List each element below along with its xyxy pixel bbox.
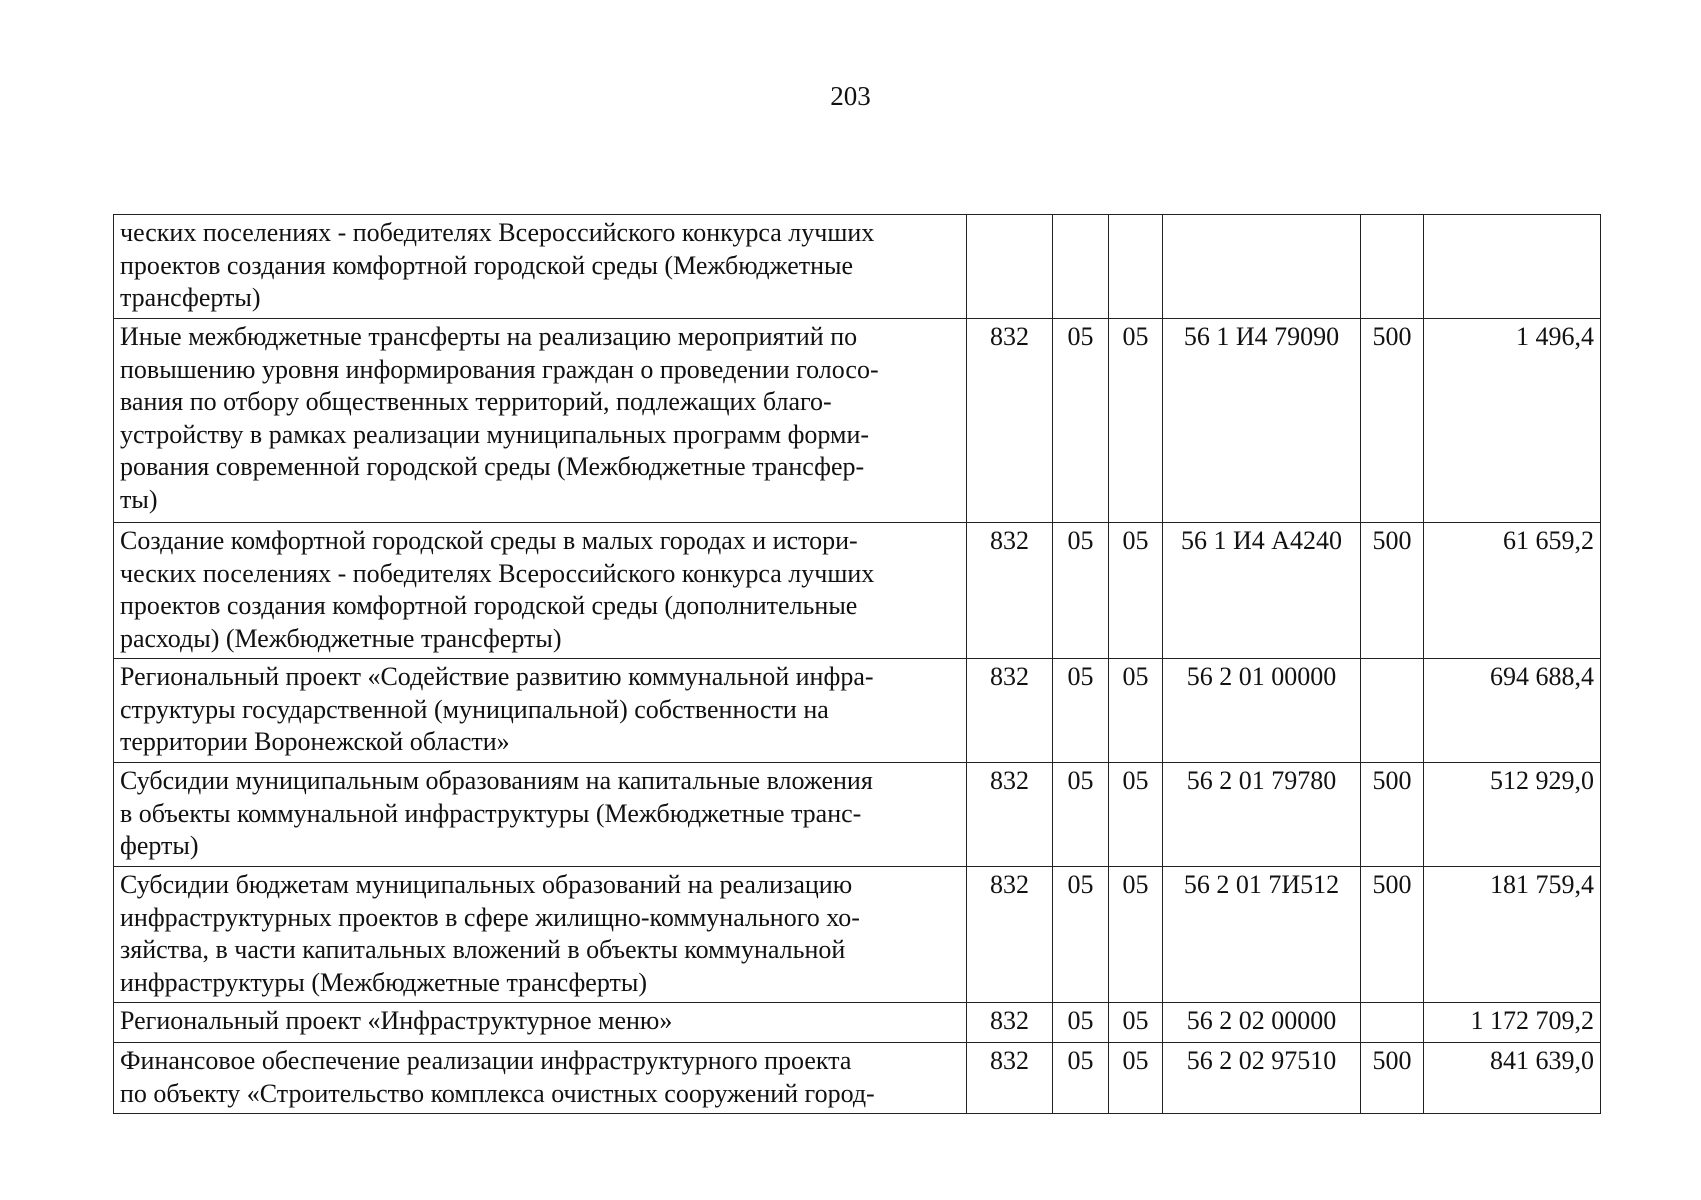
target-article-cell: 56 1 И4 79090 (1163, 319, 1361, 523)
item-name-line: Региональный проект «Содействие развитию коммунальной инфра- (120, 662, 874, 691)
section-code-cell: 05 (1053, 319, 1109, 523)
item-name-line: Создание комфортной городской среды в малых городах и истори- (120, 526, 858, 555)
item-name-cell (114, 1043, 967, 1114)
amount-cell: 181 759,4 (1424, 867, 1601, 1003)
subsection-code-cell: 05 (1109, 1043, 1163, 1114)
section-code-cell: 05 (1053, 1003, 1109, 1043)
item-name-line: трансферты) (120, 283, 261, 312)
target-article-cell: 56 1 И4 А4240 (1163, 523, 1361, 659)
item-name-line: проектов создания комфортной городской среды (Межбюджетные (120, 250, 854, 280)
expense-type-cell (1361, 659, 1424, 763)
item-name-line: проектов создания комфортной городской среды (дополнительные (120, 591, 858, 620)
item-name-line: инфраструктурных проектов в сфере жилищно-коммунального хо- (120, 902, 860, 932)
section-code-cell: 05 (1053, 523, 1109, 659)
subsection-code-cell: 05 (1109, 1003, 1163, 1043)
item-name-line: в объекты коммунальной инфраструктуры (Межбюджетные транс- (120, 798, 862, 828)
expense-type-cell: 500 (1361, 523, 1424, 659)
table-row (114, 523, 1601, 659)
item-name-line: по объекту «Строительство комплекса очистных сооружений город- (120, 1078, 875, 1108)
item-name-line: Субсидии бюджетам муниципальных образований на реализацию (120, 870, 853, 899)
target-article-cell: 56 2 02 97510 (1163, 1043, 1361, 1114)
department-code-cell: 832 (967, 523, 1053, 659)
table-row (114, 1003, 1601, 1043)
table-row (114, 659, 1601, 763)
expense-type-cell (1361, 215, 1424, 319)
item-name-line: ферты) (120, 831, 199, 860)
item-name-line: ческих поселениях - победителях Всероссийского конкурса лучших (120, 218, 875, 247)
item-name-line: инфраструктуры (Межбюджетные трансферты) (120, 967, 647, 997)
item-name-cell (114, 319, 967, 523)
subsection-code-cell: 05 (1109, 867, 1163, 1003)
subsection-code-cell: 05 (1109, 659, 1163, 763)
page-number: 203 (830, 81, 871, 111)
amount-cell (1424, 215, 1601, 319)
department-code-cell (967, 215, 1053, 319)
section-code-cell: 05 (1053, 659, 1109, 763)
item-name-cell (114, 1003, 967, 1043)
table-row (114, 867, 1601, 1003)
target-article-cell: 56 2 01 7И512 (1163, 867, 1361, 1003)
amount-cell: 841 639,0 (1424, 1043, 1601, 1114)
amount-cell: 1 172 709,2 (1424, 1003, 1601, 1043)
item-name-line: Субсидии муниципальным образованиям на капитальные вложения (120, 766, 873, 795)
expense-type-cell: 500 (1361, 867, 1424, 1003)
item-name-line: повышению уровня информирования граждан о проведении голосо- (120, 354, 879, 384)
item-name-line: ческих поселениях - победителях Всероссийского конкурса лучших (120, 558, 875, 588)
section-code-cell: 05 (1053, 867, 1109, 1003)
item-name-cell (114, 523, 967, 659)
expense-type-cell: 500 (1361, 1043, 1424, 1114)
amount-cell: 1 496,4 (1424, 319, 1601, 523)
amount-cell: 61 659,2 (1424, 523, 1601, 659)
expense-type-cell: 500 (1361, 319, 1424, 523)
target-article-cell: 56 2 02 00000 (1163, 1003, 1361, 1043)
item-name-line: ты) (120, 484, 158, 514)
item-name-line: рования современной городской среды (Межбюджетные трансфер- (120, 452, 865, 481)
item-name-cell (114, 867, 967, 1003)
department-code-cell: 832 (967, 319, 1053, 523)
table-row (114, 763, 1601, 867)
item-name-line: Региональный проект «Инфраструктурное меню» (120, 1006, 673, 1035)
subsection-code-cell (1109, 215, 1163, 319)
target-article-cell: 56 2 01 00000 (1163, 659, 1361, 763)
item-name-line: Иные межбюджетные трансферты на реализацию мероприятий по (120, 322, 858, 351)
item-name-line: территории Воронежской области» (120, 727, 510, 756)
amount-cell: 512 929,0 (1424, 763, 1601, 867)
section-code-cell: 05 (1053, 1043, 1109, 1114)
item-name-cell (114, 215, 967, 319)
item-name-cell (114, 763, 967, 867)
item-name-line: структуры государственной (муниципальной) собственности на (120, 694, 829, 724)
target-article-cell (1163, 215, 1361, 319)
item-name-line: зяйства, в части капитальных вложений в объекты коммунальной (120, 935, 846, 964)
expense-type-cell (1361, 1003, 1424, 1043)
budget-table (113, 214, 1601, 1114)
department-code-cell: 832 (967, 1003, 1053, 1043)
subsection-code-cell: 05 (1109, 763, 1163, 867)
item-name-line: Финансовое обеспечение реализации инфраструктурного проекта (120, 1046, 852, 1075)
department-code-cell: 832 (967, 763, 1053, 867)
section-code-cell: 05 (1053, 763, 1109, 867)
table-row (114, 319, 1601, 523)
department-code-cell: 832 (967, 659, 1053, 763)
section-code-cell (1053, 215, 1109, 319)
table-row (114, 215, 1601, 319)
department-code-cell: 832 (967, 867, 1053, 1003)
item-name-line: вания по отбору общественных территорий, подлежащих благо- (120, 387, 832, 416)
subsection-code-cell: 05 (1109, 523, 1163, 659)
item-name-line: устройству в рамках реализации муниципальных программ форми- (120, 419, 870, 449)
target-article-cell: 56 2 01 79780 (1163, 763, 1361, 867)
amount-cell: 694 688,4 (1424, 659, 1601, 763)
department-code-cell: 832 (967, 1043, 1053, 1114)
item-name-cell (114, 659, 967, 763)
budget-table-body (114, 215, 1601, 1114)
item-name-line: расходы) (Межбюджетные трансферты) (120, 623, 562, 653)
table-row (114, 1043, 1601, 1114)
expense-type-cell: 500 (1361, 763, 1424, 867)
subsection-code-cell: 05 (1109, 319, 1163, 523)
